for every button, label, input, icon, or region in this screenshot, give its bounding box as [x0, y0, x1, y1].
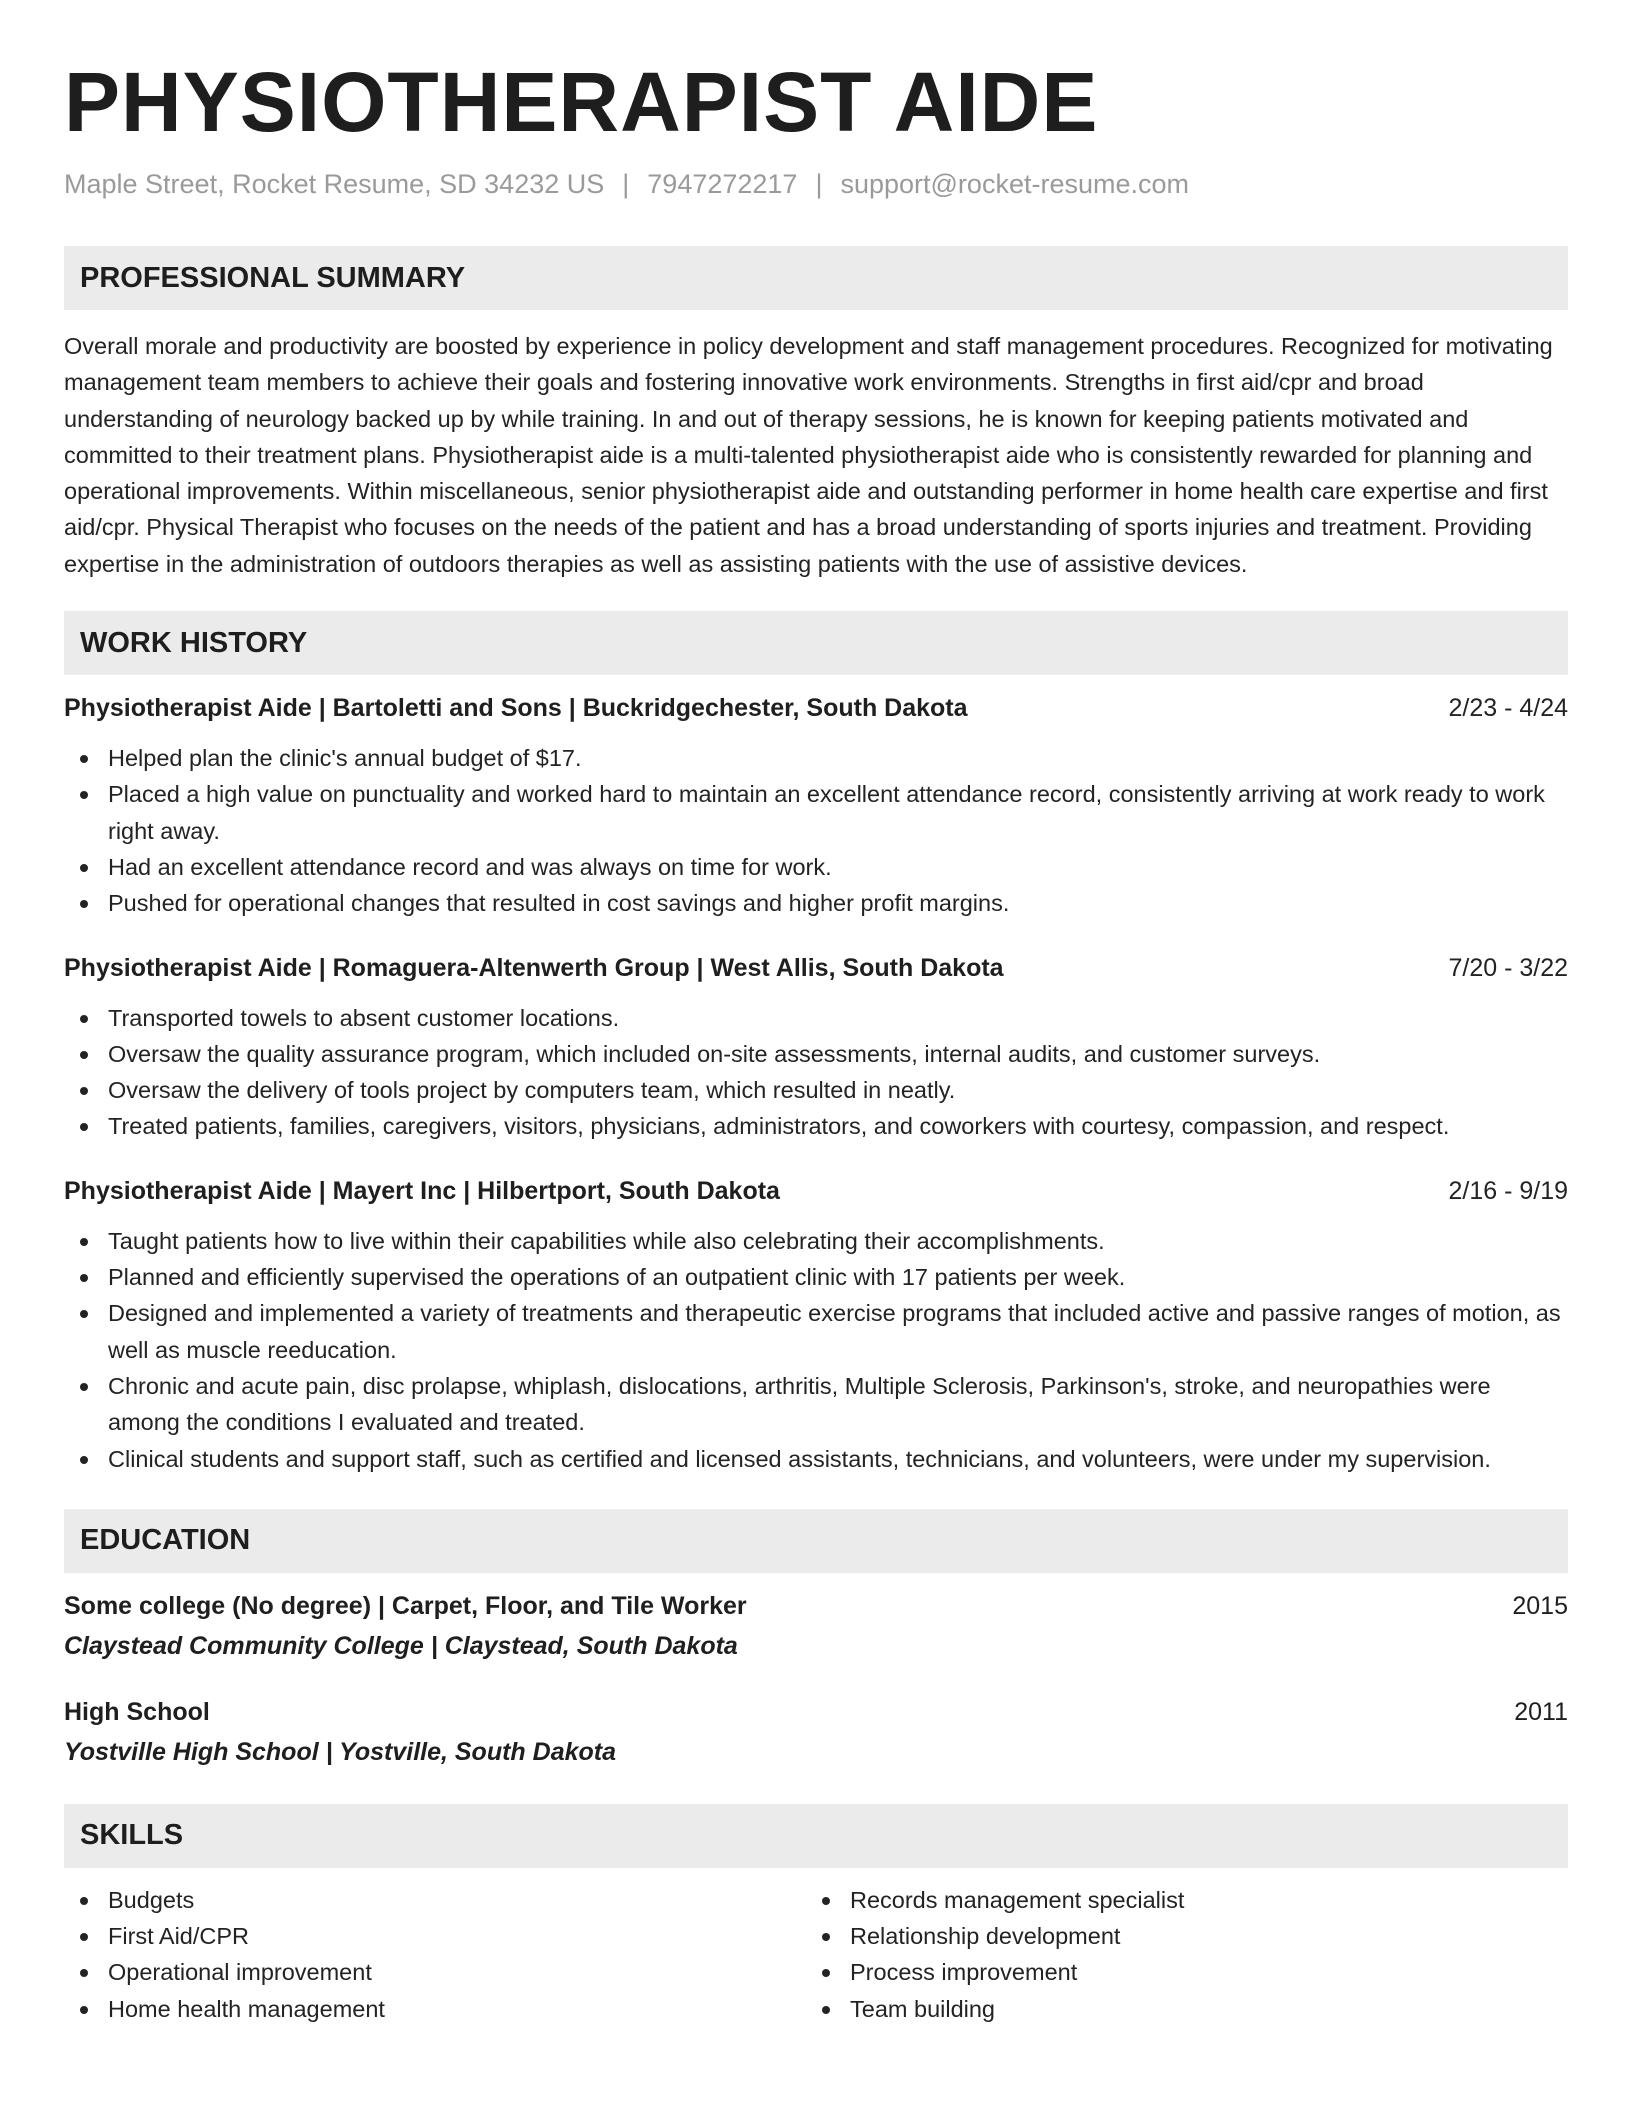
skill-item: First Aid/CPR	[64, 1918, 806, 1954]
education-entry	[64, 1588, 1568, 1664]
job-bullets	[64, 740, 1568, 921]
job-bullet: Oversaw the quality assurance program, which included on-site assessments, internal audits, and customer surveys.	[64, 1036, 1568, 1072]
skill-item: Team building	[806, 1991, 1548, 2027]
skill-item: Home health management	[64, 1991, 806, 2027]
section-header-skills: SKILLS	[64, 1804, 1568, 1868]
job-entry	[64, 1173, 1568, 1477]
education-degree: Some college (No degree) | Carpet, Floor, and Tile Worker	[64, 1591, 747, 1620]
education-school: Claystead Community College | Claystead, South Dakota	[64, 1631, 738, 1660]
job-dates: 2/23 - 4/24	[1448, 694, 1568, 723]
education-header	[64, 1588, 1568, 1624]
skills-list	[64, 1882, 1568, 2027]
contact-line	[64, 166, 1568, 202]
job-bullets	[64, 1000, 1568, 1145]
education-school: Yostville High School | Yostville, South Dakota	[64, 1737, 617, 1766]
job-bullet: Helped plan the clinic's annual budget of $17.	[64, 740, 1568, 776]
job-dates: 2/16 - 9/19	[1448, 1176, 1568, 1205]
candidate-name: PHYSIOTHERAPIST AIDE	[64, 55, 1099, 149]
education-entry	[64, 1694, 1568, 1770]
job-bullet: Chronic and acute pain, disc prolapse, whiplash, dislocations, arthritis, Multiple Sclerosis, Parkinson's, stroke, and neuropathies were among the conditions I evaluated and treated.	[64, 1368, 1568, 1441]
contact-separator: |	[815, 169, 823, 199]
job-bullet: Taught patients how to live within their capabilities while also celebrating their accomplishments.	[64, 1223, 1568, 1259]
education-degree: High School	[64, 1697, 210, 1726]
contact-phone: 7947272217	[647, 169, 798, 199]
skill-item: Process improvement	[806, 1954, 1548, 1990]
skill-item: Budgets	[64, 1882, 806, 1918]
job-bullet: Transported towels to absent customer locations.	[64, 1000, 1568, 1036]
job-bullet: Pushed for operational changes that resulted in cost savings and higher profit margins.	[64, 885, 1568, 921]
education-year: 2015	[1512, 1591, 1568, 1620]
contact-separator: |	[622, 169, 630, 199]
skill-item: Records management specialist	[806, 1882, 1548, 1918]
job-header	[64, 690, 1568, 726]
skills-column-right	[806, 1882, 1548, 2027]
job-bullet: Clinical students and support staff, such as certified and licensed assistants, technicians, and volunteers, were under my supervision.	[64, 1441, 1568, 1477]
job-header	[64, 1173, 1568, 1209]
skills-column-left	[64, 1882, 806, 2027]
job-entry	[64, 950, 1568, 1145]
section-header-summary: PROFESSIONAL SUMMARY	[64, 246, 1568, 310]
job-bullet: Oversaw the delivery of tools project by computers team, which resulted in neatly.	[64, 1072, 1568, 1108]
contact-email[interactable]: support@rocket-resume.com	[840, 169, 1189, 199]
job-bullet: Placed a high value on punctuality and worked hard to maintain an excellent attendance record, consistently arriving at work ready to work right away.	[64, 776, 1568, 849]
education-header	[64, 1694, 1568, 1730]
job-title: Physiotherapist Aide | Bartoletti and Sons | Buckridgechester, South Dakota	[64, 694, 968, 723]
job-entry	[64, 690, 1568, 921]
contact-address: Maple Street, Rocket Resume, SD 34232 US	[64, 169, 605, 199]
section-header-education: EDUCATION	[64, 1509, 1568, 1573]
job-bullet: Had an excellent attendance record and was always on time for work.	[64, 849, 1568, 885]
section-header-work-history: WORK HISTORY	[64, 611, 1568, 675]
job-bullet: Planned and efficiently supervised the operations of an outpatient clinic with 17 patients per week.	[64, 1259, 1568, 1295]
job-bullets	[64, 1223, 1568, 1477]
skill-item: Relationship development	[806, 1918, 1548, 1954]
job-dates: 7/20 - 3/22	[1448, 953, 1568, 982]
job-header	[64, 950, 1568, 986]
job-title: Physiotherapist Aide | Mayert Inc | Hilbertport, South Dakota	[64, 1176, 780, 1205]
summary-text: Overall morale and productivity are boosted by experience in policy development and staff management procedures. Recognized for motivating management team members to achieve their goals and fostering innovative work environments. Strengths in first aid/cpr and broad understanding of neurology backed up by while training. In and out of therapy sessions, he is known for keeping patients motivated and committed to their treatment plans. Physiotherapist aide is a multi-talented physiotherapist aide who is consistently rewarded for planning and operational improvements. Within miscellaneous, senior physiotherapist aide and outstanding performer in home health care expertise and first aid/cpr. Physical Therapist who focuses on the needs of the patient and has a broad understanding of sports injuries and treatment. Providing expertise in the administration of outdoors therapies as well as assisting patients with the use of assistive devices.	[64, 333, 1553, 577]
job-bullet: Treated patients, families, caregivers, visitors, physicians, administrators, and coworkers with courtesy, compassion, and respect.	[64, 1108, 1568, 1144]
job-title: Physiotherapist Aide | Romaguera-Altenwerth Group | West Allis, South Dakota	[64, 953, 1004, 982]
education-year: 2011	[1514, 1697, 1568, 1726]
job-bullet: Designed and implemented a variety of treatments and therapeutic exercise programs that included active and passive ranges of motion, as well as muscle reeducation.	[64, 1295, 1568, 1368]
skill-item: Operational improvement	[64, 1954, 806, 1990]
